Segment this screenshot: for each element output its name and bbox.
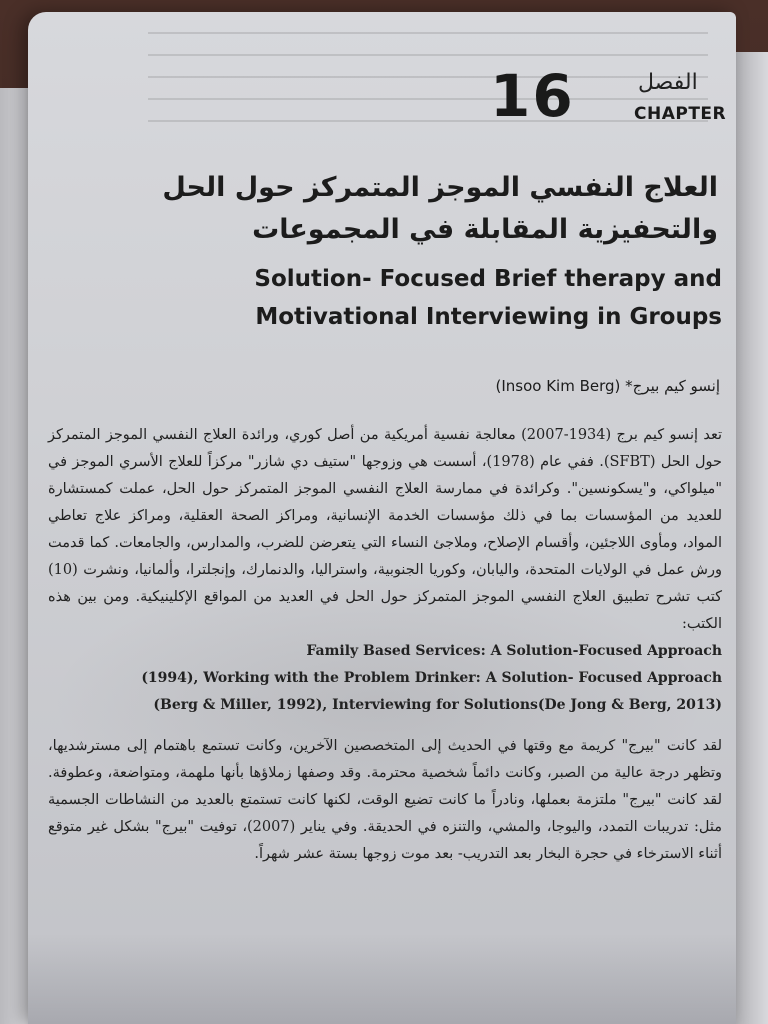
author-heading: إنسو كيم بيرج* (Insoo Kim Berg) (495, 377, 720, 395)
bleed-through-text (148, 32, 708, 122)
chapter-title-ar-line2: والتحفيزية المقابلة في المجموعات (252, 214, 718, 245)
reference-line: (Berg & Miller, 1992), Interviewing for Solutions(De Jong & Berg, 2013) (153, 697, 722, 713)
chapter-title-en-line1: Solution- Focused Brief therapy and (254, 266, 722, 292)
chapter-title-en-line2: Motivational Interviewing in Groups (255, 304, 722, 330)
chapter-title-ar-line1: العلاج النفسي الموجز المتمركز حول الحل (162, 172, 718, 203)
body-text (48, 422, 722, 868)
paragraph-biography: تعد إنسو كيم برج (1934-2007) معالجة نفسية أمريكية من أصل كوري، ورائدة العلاج النفسي الموجز المتمركز حول الحل (SFBT). ففي عام (1978)، أسست هي وزوجها "ستيف دي شازر" مركزاً للعلاج الأسري الموجز في "ميلواكي، و"يسكونسين". وكرائدة في ممارسة العلاج النفسي الموجز المتمركز حول الحل، عملت كمستشارة للعديد من المؤسسات بما في ذلك مؤسسات الخدمة الإنسانية، ومراكز الصحة العقلية، ومراكز علاج تعاطي المواد، ومأوى اللاجئين، وأقسام الإصلاح، وملاجئ النساء التي يتعرضن للضرب، والمدارس، والجامعات. كما قدمت ورش عمل في الولايات المتحدة، واليابان، وكوريا الجنوبية، واستراليا، والدنمارك، وإنجلترا، وألمانيا، ونشرت (10) كتب تشرح تطبيق العلاج النفسي الموجز المتمركز حول الحل في العديد من المواقع الإكلينيكية. ومن بين هذه الكتب: (48, 427, 722, 632)
reference-line: Family Based Services: A Solution-Focused Approach (306, 643, 722, 659)
reference-line: (1994), Working with the Problem Drinker: A Solution- Focused Approach (141, 670, 722, 686)
chapter-label-en: CHAPTER (634, 104, 727, 124)
paragraph-personality: لقد كانت "بيرج" كريمة مع وقتها في الحديث إلى المتخصصين الآخرين، وكانت تستمع باهتمام إلى مسترشديها، وتظهر درجة عالية من الصبر، وكانت دائماً شخصية محترمة. وقد وصفها زملاؤها بأنها ملهمة، ومتواضعة، وعطوفة. لقد كانت "بيرج" ملتزمة بعملها، ونادراً ما كانت تضيع الوقت، لكنها كانت تستمتع بالعديد من النشاطات الجسمية مثل: تدريبات التمدد، واليوجا، والمشي، والتنزه في الحديقة. وفي يناير (2007)، توفيت "بيرج" بشكل غير متوقع أثناء الاسترخاء في حجرة البخار بعد التدريب- بعد موت زوجها بستة عشر شهراً. (48, 738, 722, 862)
page-shadow (28, 934, 736, 1024)
chapter-number: 16 (490, 62, 575, 130)
book-references (48, 638, 722, 719)
chapter-label-ar: الفصل (638, 70, 698, 95)
book-page (28, 12, 736, 1024)
